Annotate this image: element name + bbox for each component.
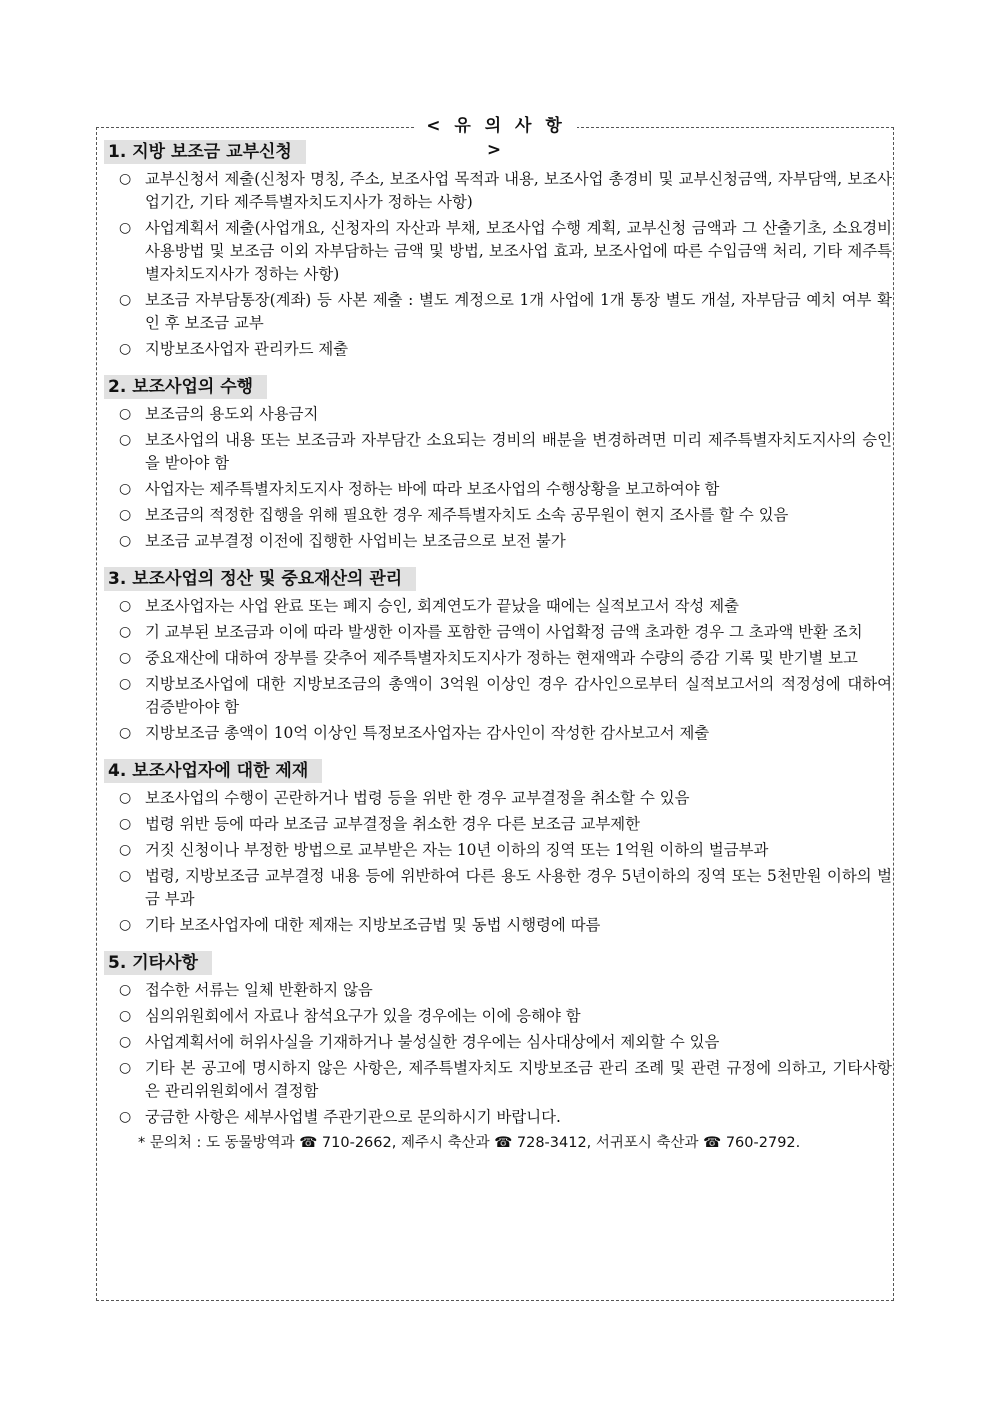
list-item: ○ 보조금의 용도외 사용금지 xyxy=(104,403,892,426)
section-heading: 3. 보조사업의 정산 및 중요재산의 관리 xyxy=(104,567,416,591)
list-item: ○ 교부신청서 제출(신청자 명칭, 주소, 보조사업 목적과 내용, 보조사업 총경비 및 교부신청금액, 자부담액, 보조사업기간, 기타 제주특별자치도지사가 정하는 사항) xyxy=(119,170,892,211)
section-heading: 4. 보조사업자에 대한 제재 xyxy=(104,759,322,783)
bullet-icon: ○ xyxy=(119,292,132,308)
bullet-icon: ○ xyxy=(119,816,132,832)
bullet-icon: ○ xyxy=(119,650,132,666)
bullet-icon: ○ xyxy=(119,507,132,523)
list-item: ○ 기타 보조사업자에 대한 제재는 지방보조금법 및 동법 시행령에 따름 xyxy=(104,914,892,937)
bullet-icon: ○ xyxy=(119,220,132,236)
bullet-icon: ○ xyxy=(119,1008,132,1024)
bullet-icon: ○ xyxy=(119,624,132,640)
list-item: ○ 지방보조사업자 관리카드 제출 xyxy=(104,338,892,361)
list-item: ○ 거짓 신청이나 부정한 방법으로 교부받은 자는 10년 이하의 징역 또는 1억원 이하의 벌금부과 xyxy=(104,839,892,862)
list-item: ○ 보조금 자부담통장(계좌) 등 사본 제출 : 별도 계정으로 1개 사업에 1개 통장 별도 개설, 자부담금 예치 여부 확인 후 보조금 교부 xyxy=(119,291,892,332)
section-4 xyxy=(104,759,892,937)
section-heading: 1. 지방 보조금 교부신청 xyxy=(104,140,306,164)
bullet-icon: ○ xyxy=(119,725,132,741)
section-heading: 5. 기타사항 xyxy=(104,951,212,975)
list-item: ○ 접수한 서류는 일체 반환하지 않음 xyxy=(104,979,892,1002)
list-item: ○ 궁금한 사항은 세부사업별 주관기관으로 문의하시기 바랍니다. xyxy=(104,1106,892,1129)
bullet-icon: ○ xyxy=(119,171,132,187)
list-item: ○ 기 교부된 보조금과 이에 따라 발생한 이자를 포함한 금액이 사업확정 금액 초과한 경우 그 초과액 반환 조치 xyxy=(104,621,892,644)
bullet-icon: ○ xyxy=(119,1109,132,1125)
list-item: ○ 법령 위반 등에 따라 보조금 교부결정을 취소한 경우 다른 보조금 교부제한 xyxy=(104,813,892,836)
list-item: ○ 지방보조사업에 대한 지방보조금의 총액이 3억원 이상인 경우 감사인으로부터 실적보고서의 적정성에 대하여 검증받아야 함 xyxy=(119,675,892,716)
list-item: ○ 사업계획서에 허위사실을 기재하거나 불성실한 경우에는 심사대상에서 제외할 수 있음 xyxy=(104,1031,892,1054)
list-item: ○ 사업자는 제주특별자치도지사 정하는 바에 따라 보조사업의 수행상황을 보고하여야 함 xyxy=(104,478,892,501)
list-item: ○ 보조사업자는 사업 완료 또는 폐지 승인, 회계연도가 끝났을 때에는 실적보고서 작성 제출 xyxy=(104,595,892,618)
bullet-icon: ○ xyxy=(119,842,132,858)
list-item: ○ 보조금 교부결정 이전에 집행한 사업비는 보조금으로 보전 불가 xyxy=(104,530,892,553)
bullet-icon: ○ xyxy=(119,982,132,998)
bullet-icon: ○ xyxy=(119,598,132,614)
notice-content xyxy=(104,140,892,1169)
list-item: ○ 보조금의 적정한 집행을 위해 필요한 경우 제주특별자치도 소속 공무원이 현지 조사를 할 수 있음 xyxy=(104,504,892,527)
bullet-icon: ○ xyxy=(119,533,132,549)
list-item: ○ 사업계획서 제출(사업개요, 신청자의 자산과 부채, 보조사업 수행 계획, 교부신청 금액과 그 산출기초, 소요경비 사용방법 및 보조금 이외 자부담하는 금액 및 방법, 보조사업 효과, 보조사업에 따른 수입금액 처리, 기타 제주특별자치도지사가 정하는 사항) xyxy=(119,219,892,283)
section-1 xyxy=(104,140,892,361)
section-3 xyxy=(104,567,892,745)
box-title: < 유 의 사 항 > xyxy=(415,114,577,138)
bullet-icon: ○ xyxy=(119,1034,132,1050)
list-item: ○ 보조사업의 수행이 곤란하거나 법령 등을 위반 한 경우 교부결정을 취소할 수 있음 xyxy=(104,787,892,810)
list-item: ○ 중요재산에 대하여 장부를 갖추어 제주특별자치도지사가 정하는 현재액과 수량의 증감 기록 및 반기별 보고 xyxy=(104,647,892,670)
bullet-icon: ○ xyxy=(119,676,132,692)
bullet-icon: ○ xyxy=(119,432,132,448)
list-item: ○ 지방보조금 총액이 10억 이상인 특정보조사업자는 감사인이 작성한 감사보고서 제출 xyxy=(104,722,892,745)
list-item: ○ 법령, 지방보조금 교부결정 내용 등에 위반하여 다른 용도 사용한 경우 5년이하의 징역 또는 5천만원 이하의 벌금 부과 xyxy=(119,867,892,908)
bullet-icon: ○ xyxy=(119,917,132,933)
bullet-icon: ○ xyxy=(119,868,132,884)
bullet-icon: ○ xyxy=(119,481,132,497)
list-item: ○ 기타 본 공고에 명시하지 않은 사항은, 제주특별자치도 지방보조금 관리 조례 및 관련 규정에 의하고, 기타사항은 관리위원회에서 결정함 xyxy=(119,1059,892,1100)
bullet-icon: ○ xyxy=(119,341,132,357)
bullet-icon: ○ xyxy=(119,790,132,806)
bullet-icon: ○ xyxy=(119,1060,132,1076)
bullet-icon: ○ xyxy=(119,406,132,422)
section-heading: 2. 보조사업의 수행 xyxy=(104,375,267,399)
section-2 xyxy=(104,375,892,553)
list-item: ○ 보조사업의 내용 또는 보조금과 자부담간 소요되는 경비의 배분을 변경하려면 미리 제주특별자치도지사의 승인을 받아야 함 xyxy=(119,431,892,472)
contact-note: * 문의처 : 도 동물방역과 ☎ 710-2662, 제주시 축산과 ☎ 728-3412, 서귀포시 축산과 ☎ 760-2792. xyxy=(138,1135,801,1151)
list-item: ○ 심의위원회에서 자료나 참석요구가 있을 경우에는 이에 응해야 함 xyxy=(104,1005,892,1028)
section-5 xyxy=(104,951,892,1155)
